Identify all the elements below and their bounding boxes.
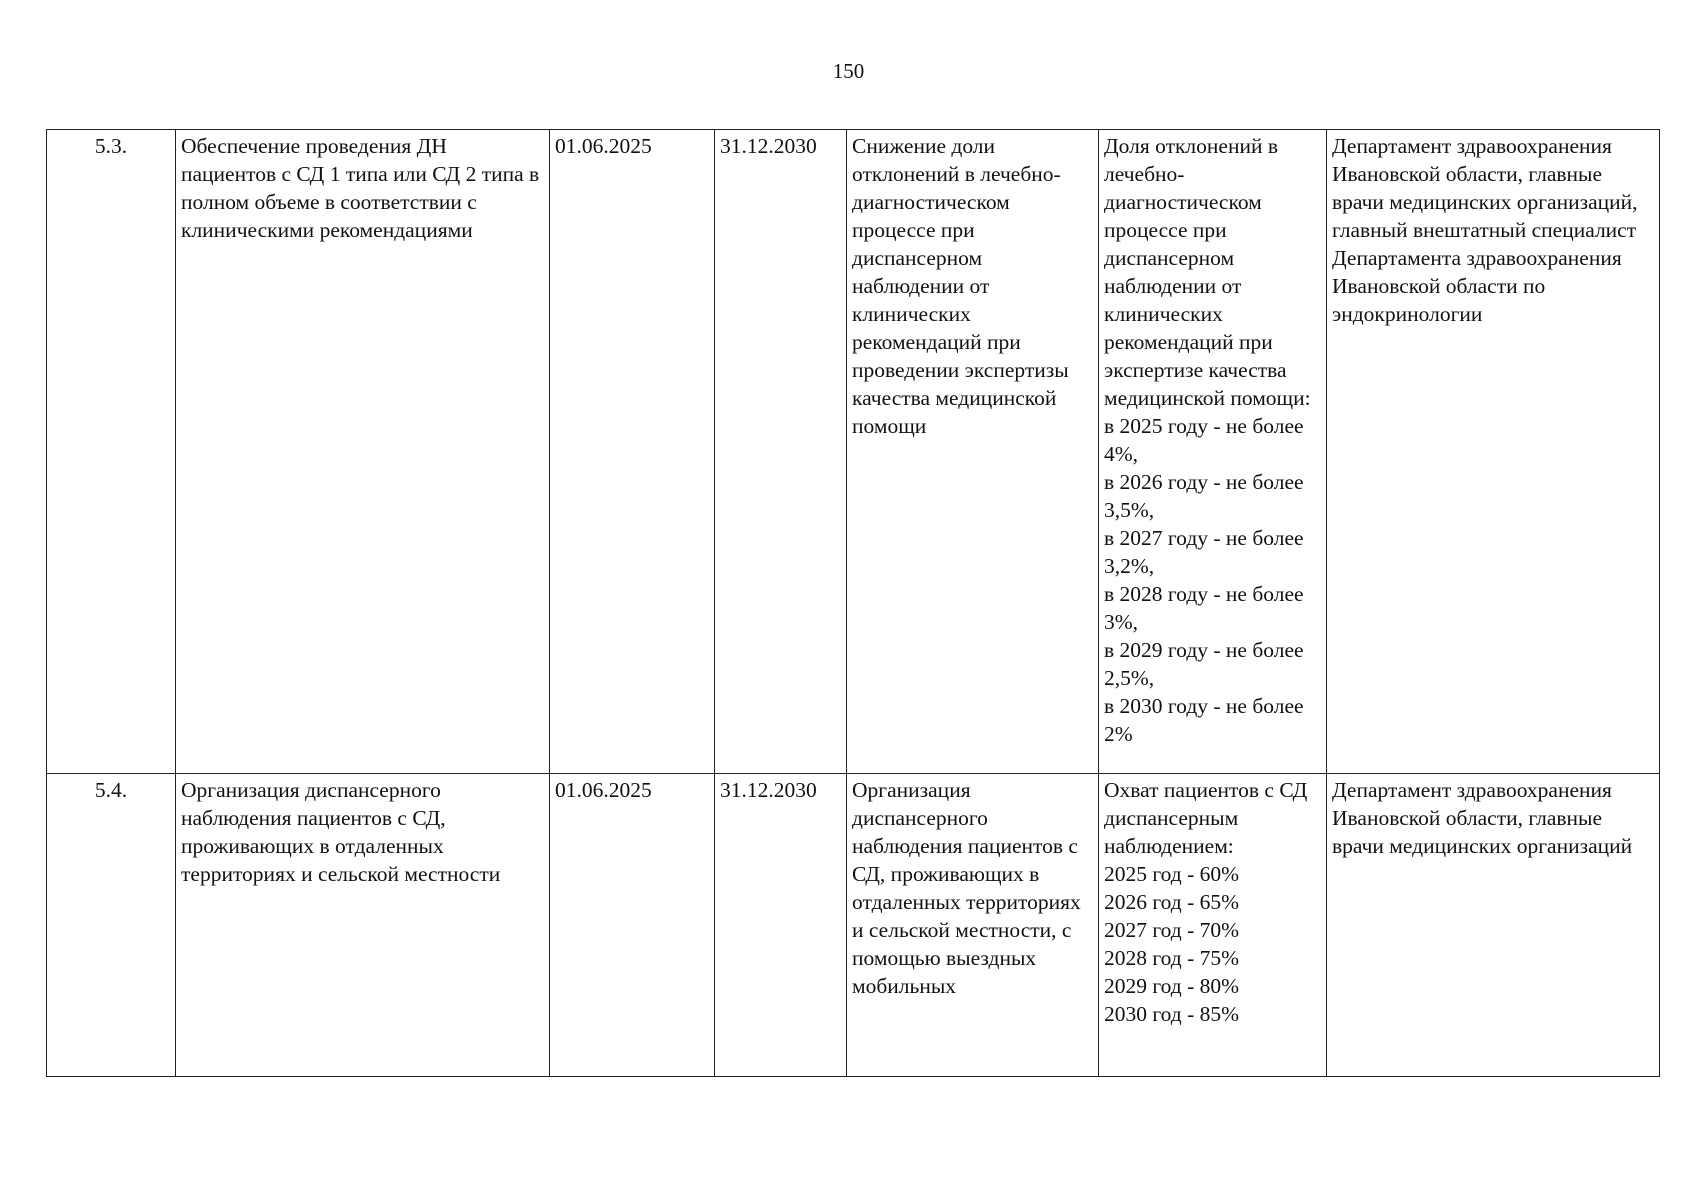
result-cell: Организация диспансерного наблюдения пациентов с СД, проживающих в отдаленных территориях и сельской местности, с помощью выездных мобильных: [847, 774, 1099, 1077]
measures-table: [46, 129, 1660, 1077]
start-date-cell: 01.06.2025: [550, 130, 715, 774]
table-row: [47, 130, 1660, 774]
responsible-cell: Департамент здравоохранения Ивановской области, главные врачи медицинских организаций, главный внештатный специалист Департамента здравоохранения Ивановской области по эндокринологии: [1327, 130, 1660, 774]
page-number: 150: [832, 59, 865, 83]
activity-cell: Организация диспансерного наблюдения пациентов с СД, проживающих в отдаленных территориях и сельской местности: [176, 774, 550, 1077]
indicator-cell: Охват пациентов с СД диспансерным наблюдением: 2025 год - 60% 2026 год - 65% 2027 год - 70% 2028 год - 75% 2029 год - 80% 2030 год - 85%: [1099, 774, 1327, 1077]
item-number-cell: 5.4.: [47, 774, 176, 1077]
activity-cell: Обеспечение проведения ДН пациентов с СД 1 типа или СД 2 типа в полном объеме в соответствии с клиническими рекомендациями: [176, 130, 550, 774]
indicator-cell: Доля отклонений в лечебно-диагностическом процессе при диспансерном наблюдении от клинических рекомендаций при экспертизе качества медицинской помощи: в 2025 году - не более 4%, в 2026 году - не более 3,5%, в 2027 году - не более 3,2%, в 2028 году - не более 3%, в 2029 году - не более 2,5%, в 2030 году - не более 2%: [1099, 130, 1327, 774]
result-cell: Снижение доли отклонений в лечебно-диагностическом процессе при диспансерном наблюдении от клинических рекомендаций при проведении экспертизы качества медицинской помощи: [847, 130, 1099, 774]
end-date-cell: 31.12.2030: [715, 774, 847, 1077]
start-date-cell: 01.06.2025: [550, 774, 715, 1077]
responsible-cell: Департамент здравоохранения Ивановской области, главные врачи медицинских организаций: [1327, 774, 1660, 1077]
table-row: [47, 774, 1660, 1077]
end-date-cell: 31.12.2030: [715, 130, 847, 774]
item-number-cell: 5.3.: [47, 130, 176, 774]
